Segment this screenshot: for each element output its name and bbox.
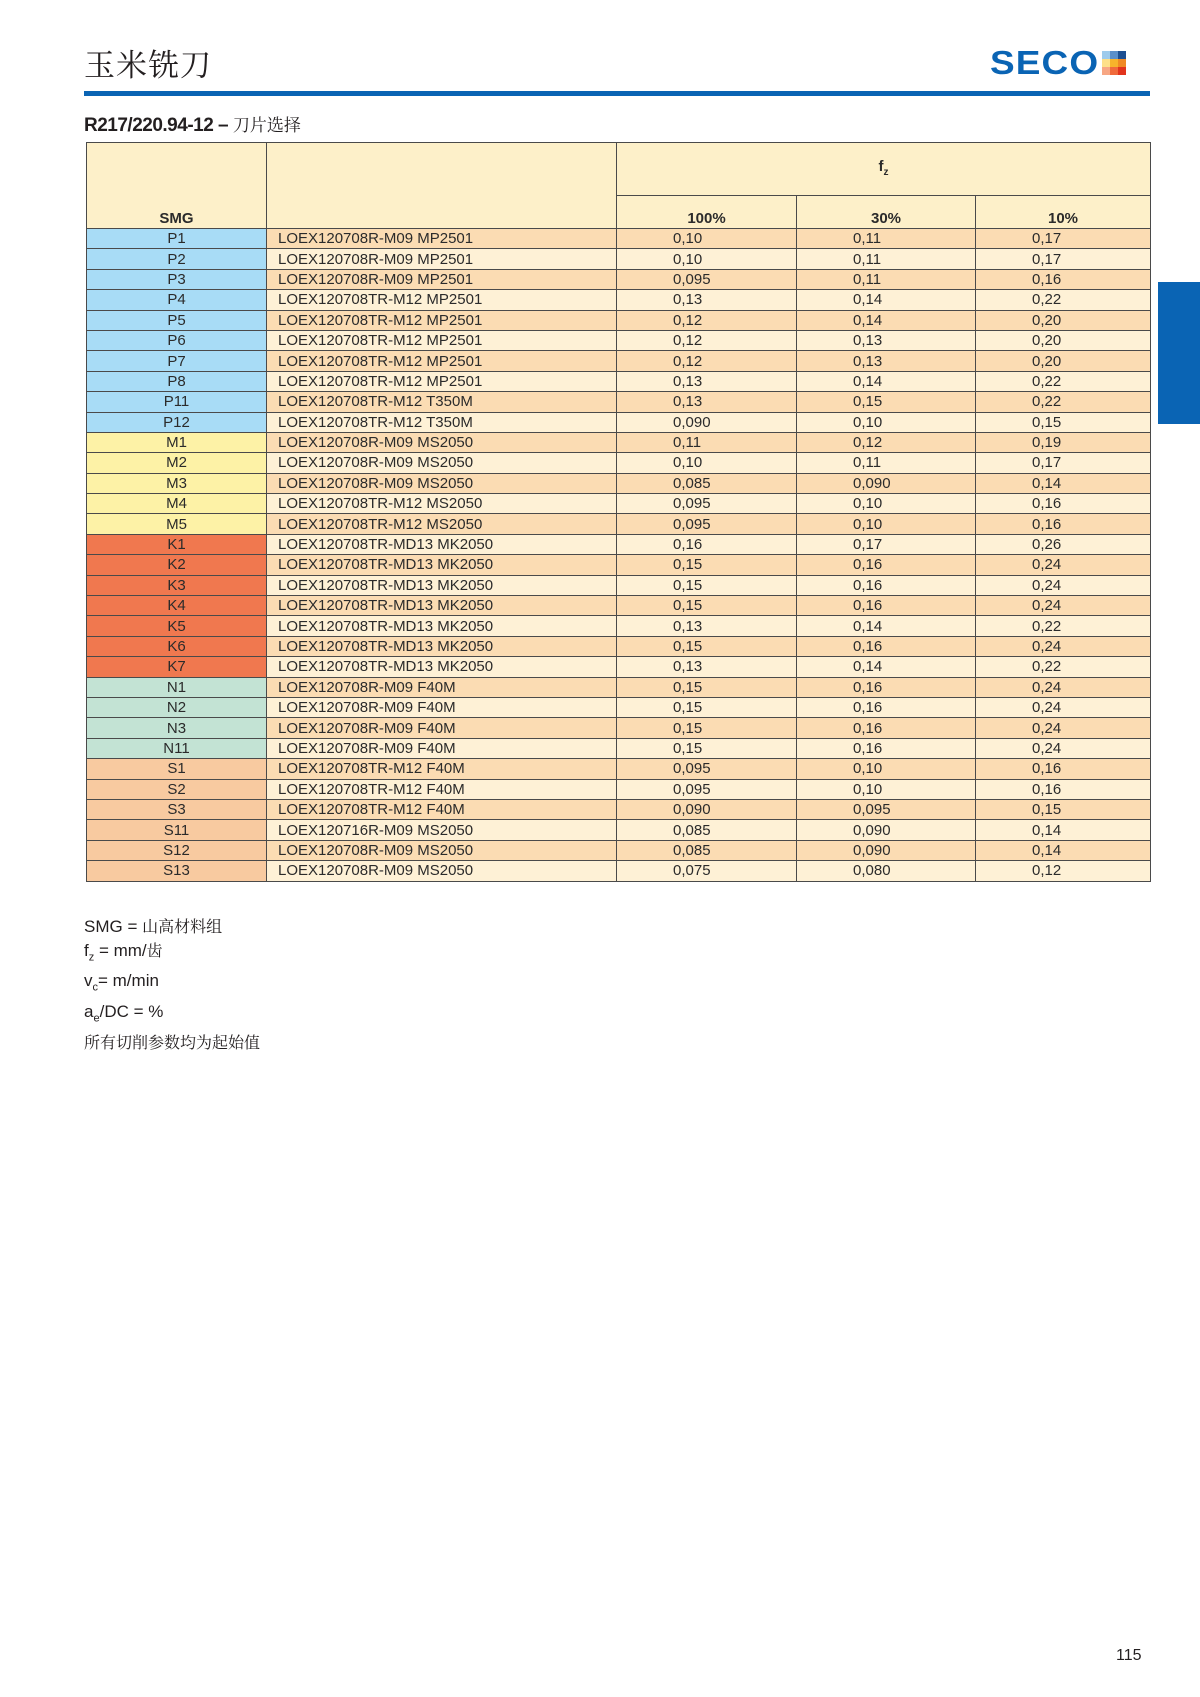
logo-block — [1110, 59, 1118, 67]
table-row — [87, 290, 1151, 310]
cell-fz-30: 0,10 — [797, 514, 976, 534]
cell-fz-100: 0,10 — [617, 229, 797, 249]
cell-fz-10: 0,26 — [976, 534, 1151, 554]
cell-smg: M3 — [87, 473, 267, 493]
table-row — [87, 249, 1151, 269]
cell-insert: LOEX120708TR-MD13 MK2050 — [267, 616, 617, 636]
cell-fz-10: 0,24 — [976, 677, 1151, 697]
cell-fz-10: 0,24 — [976, 718, 1151, 738]
cell-smg: P8 — [87, 371, 267, 391]
cell-insert: LOEX120708TR-M12 MP2501 — [267, 351, 617, 371]
legend-ae — [84, 1000, 260, 1031]
table-row — [87, 840, 1151, 860]
cell-fz-100: 0,11 — [617, 432, 797, 452]
cell-fz-100: 0,15 — [617, 677, 797, 697]
table-row — [87, 269, 1151, 289]
cell-insert: LOEX120708TR-MD13 MK2050 — [267, 636, 617, 656]
table-row — [87, 697, 1151, 717]
cell-smg: N3 — [87, 718, 267, 738]
cell-fz-10: 0,16 — [976, 514, 1151, 534]
cell-fz-30: 0,16 — [797, 677, 976, 697]
cell-fz-100: 0,095 — [617, 779, 797, 799]
cell-fz-30: 0,14 — [797, 290, 976, 310]
column-header-30pct: 30% — [797, 196, 976, 229]
cell-fz-30: 0,14 — [797, 616, 976, 636]
cell-fz-30: 0,11 — [797, 269, 976, 289]
cell-insert: LOEX120708R-M09 MP2501 — [267, 269, 617, 289]
legend-fz-unit: = mm/ — [94, 940, 147, 960]
cell-fz-100: 0,15 — [617, 596, 797, 616]
cell-fz-10: 0,24 — [976, 636, 1151, 656]
cell-fz-10: 0,24 — [976, 697, 1151, 717]
cell-insert: LOEX120708TR-MD13 MK2050 — [267, 575, 617, 595]
legend-smg-label: SMG = — [84, 917, 143, 936]
logo-block — [1102, 51, 1110, 59]
table-row — [87, 473, 1151, 493]
cell-smg: S2 — [87, 779, 267, 799]
cell-insert: LOEX120708TR-M12 F40M — [267, 799, 617, 819]
cell-fz-10: 0,14 — [976, 820, 1151, 840]
cell-fz-30: 0,15 — [797, 392, 976, 412]
cell-fz-100: 0,095 — [617, 759, 797, 779]
table-row — [87, 861, 1151, 881]
table-row — [87, 412, 1151, 432]
cell-smg: M1 — [87, 432, 267, 452]
cell-fz-10: 0,22 — [976, 616, 1151, 636]
table-row — [87, 371, 1151, 391]
table-row — [87, 229, 1151, 249]
cell-smg: K7 — [87, 657, 267, 677]
logo-block — [1110, 51, 1118, 59]
cell-fz-100: 0,13 — [617, 616, 797, 636]
cell-fz-10: 0,14 — [976, 473, 1151, 493]
cell-insert: LOEX120708TR-M12 MS2050 — [267, 514, 617, 534]
cell-fz-100: 0,15 — [617, 575, 797, 595]
page-title: 玉米铣刀 — [84, 48, 212, 84]
cell-fz-10: 0,20 — [976, 351, 1151, 371]
cell-fz-30: 0,16 — [797, 575, 976, 595]
table-row — [87, 351, 1151, 371]
table-row — [87, 596, 1151, 616]
logo-block — [1118, 51, 1126, 59]
cell-smg: P5 — [87, 310, 267, 330]
cell-fz-10: 0,22 — [976, 371, 1151, 391]
table-row — [87, 616, 1151, 636]
table-row — [87, 432, 1151, 452]
cell-fz-10: 0,22 — [976, 657, 1151, 677]
cell-fz-10: 0,24 — [976, 738, 1151, 758]
cell-insert: LOEX120708TR-MD13 MK2050 — [267, 657, 617, 677]
cell-smg: P12 — [87, 412, 267, 432]
cell-fz-10: 0,16 — [976, 779, 1151, 799]
legend-ae-unit: /DC = % — [99, 1002, 164, 1022]
legend-vc-unit: = m/min — [98, 971, 159, 991]
table-row — [87, 677, 1151, 697]
cell-insert: LOEX120708TR-M12 MS2050 — [267, 494, 617, 514]
column-header-100pct: 100% — [617, 196, 797, 229]
cell-fz-30: 0,16 — [797, 738, 976, 758]
cell-insert: LOEX120708R-M09 MS2050 — [267, 473, 617, 493]
table-row — [87, 330, 1151, 350]
column-header-fz — [617, 143, 1151, 196]
cell-smg: K6 — [87, 636, 267, 656]
cell-smg: P3 — [87, 269, 267, 289]
cell-fz-100: 0,16 — [617, 534, 797, 554]
cell-smg: N1 — [87, 677, 267, 697]
logo-block — [1118, 59, 1126, 67]
cell-fz-30: 0,16 — [797, 697, 976, 717]
cell-smg: K4 — [87, 596, 267, 616]
cell-fz-10: 0,15 — [976, 799, 1151, 819]
cell-insert: LOEX120708R-M09 F40M — [267, 718, 617, 738]
cell-smg: M5 — [87, 514, 267, 534]
cell-fz-30: 0,11 — [797, 453, 976, 473]
cell-fz-10: 0,14 — [976, 840, 1151, 860]
cell-fz-30: 0,090 — [797, 840, 976, 860]
cell-insert: LOEX120708TR-M12 MP2501 — [267, 330, 617, 350]
legend-ae-symbol: a — [84, 1002, 94, 1022]
cell-fz-100: 0,075 — [617, 861, 797, 881]
table-row — [87, 534, 1151, 554]
table-row — [87, 494, 1151, 514]
logo-block — [1102, 67, 1110, 75]
cell-fz-30: 0,14 — [797, 371, 976, 391]
cell-fz-100: 0,15 — [617, 738, 797, 758]
cell-insert: LOEX120708R-M09 F40M — [267, 677, 617, 697]
cell-fz-100: 0,12 — [617, 351, 797, 371]
table-row — [87, 514, 1151, 534]
cell-insert: LOEX120708TR-M12 T350M — [267, 412, 617, 432]
chapter-side-tab — [1158, 282, 1200, 424]
cell-fz-30: 0,10 — [797, 779, 976, 799]
cell-fz-10: 0,17 — [976, 453, 1151, 473]
cell-fz-10: 0,22 — [976, 392, 1151, 412]
cell-fz-30: 0,16 — [797, 636, 976, 656]
cell-fz-30: 0,090 — [797, 820, 976, 840]
legend-fz — [84, 939, 260, 970]
cell-fz-30: 0,090 — [797, 473, 976, 493]
cell-insert: LOEX120708TR-M12 MP2501 — [267, 310, 617, 330]
cell-fz-10: 0,15 — [976, 412, 1151, 432]
cell-fz-30: 0,16 — [797, 596, 976, 616]
cell-fz-10: 0,22 — [976, 290, 1151, 310]
cell-fz-30: 0,10 — [797, 412, 976, 432]
cell-fz-30: 0,16 — [797, 555, 976, 575]
cell-fz-30: 0,17 — [797, 534, 976, 554]
cell-fz-100: 0,085 — [617, 820, 797, 840]
legend-ae-sub: e — [93, 1012, 100, 1025]
insert-selection-table — [86, 142, 1151, 882]
cell-insert: LOEX120708R-M09 F40M — [267, 697, 617, 717]
table-row — [87, 759, 1151, 779]
cell-fz-100: 0,12 — [617, 330, 797, 350]
cell-fz-100: 0,15 — [617, 718, 797, 738]
cell-fz-10: 0,16 — [976, 494, 1151, 514]
fz-subscript: z — [883, 166, 889, 178]
table-row — [87, 310, 1151, 330]
cell-fz-30: 0,11 — [797, 249, 976, 269]
cell-fz-30: 0,14 — [797, 310, 976, 330]
cell-fz-100: 0,13 — [617, 371, 797, 391]
cell-insert: LOEX120708TR-M12 MP2501 — [267, 371, 617, 391]
cell-fz-100: 0,095 — [617, 494, 797, 514]
cell-insert: LOEX120708R-M09 MS2050 — [267, 453, 617, 473]
legend-fz-unit-cn: 齿 — [146, 940, 163, 960]
logo-block — [1118, 67, 1126, 75]
cell-smg: S11 — [87, 820, 267, 840]
cell-insert: LOEX120708TR-M12 T350M — [267, 392, 617, 412]
cell-fz-30: 0,095 — [797, 799, 976, 819]
cell-fz-100: 0,15 — [617, 697, 797, 717]
cell-fz-100: 0,095 — [617, 514, 797, 534]
table-row — [87, 392, 1151, 412]
legend-vc-symbol: v — [84, 971, 93, 991]
cell-smg: M4 — [87, 494, 267, 514]
cell-fz-30: 0,10 — [797, 759, 976, 779]
cell-smg: M2 — [87, 453, 267, 473]
cell-smg: N11 — [87, 738, 267, 758]
cell-insert: LOEX120708TR-M12 F40M — [267, 779, 617, 799]
cell-smg: S13 — [87, 861, 267, 881]
cell-insert: LOEX120708R-M09 F40M — [267, 738, 617, 758]
table-row — [87, 657, 1151, 677]
cell-fz-100: 0,10 — [617, 453, 797, 473]
cell-fz-100: 0,090 — [617, 799, 797, 819]
cell-fz-30: 0,16 — [797, 718, 976, 738]
cell-insert: LOEX120708R-M09 MP2501 — [267, 249, 617, 269]
subtitle-label: 刀片选择 — [232, 116, 301, 136]
table-row — [87, 820, 1151, 840]
legend-vc — [84, 969, 260, 1000]
table-row — [87, 555, 1151, 575]
logo-block — [1102, 59, 1110, 67]
cell-insert: LOEX120708TR-M12 MP2501 — [267, 290, 617, 310]
table-row — [87, 575, 1151, 595]
column-header-insert — [267, 143, 617, 229]
cell-smg: P2 — [87, 249, 267, 269]
cell-smg: P6 — [87, 330, 267, 350]
cell-insert: LOEX120716R-M09 MS2050 — [267, 820, 617, 840]
cell-fz-30: 0,14 — [797, 657, 976, 677]
cell-fz-10: 0,17 — [976, 249, 1151, 269]
cell-smg: S1 — [87, 759, 267, 779]
section-subtitle — [84, 111, 301, 137]
cell-fz-30: 0,080 — [797, 861, 976, 881]
cell-fz-30: 0,10 — [797, 494, 976, 514]
cell-fz-100: 0,085 — [617, 840, 797, 860]
cell-fz-30: 0,12 — [797, 432, 976, 452]
page-number: 115 — [1116, 1647, 1142, 1664]
cell-fz-10: 0,24 — [976, 596, 1151, 616]
cell-smg: P11 — [87, 392, 267, 412]
cell-smg: N2 — [87, 697, 267, 717]
logo-block — [1110, 67, 1118, 75]
cell-fz-100: 0,13 — [617, 657, 797, 677]
legend-vc-sub: c — [92, 981, 98, 994]
table-row — [87, 738, 1151, 758]
legend — [84, 915, 260, 1055]
cell-insert: LOEX120708TR-MD13 MK2050 — [267, 596, 617, 616]
cell-fz-10: 0,20 — [976, 310, 1151, 330]
cell-fz-30: 0,11 — [797, 229, 976, 249]
column-header-10pct: 10% — [976, 196, 1151, 229]
cell-insert: LOEX120708TR-MD13 MK2050 — [267, 534, 617, 554]
cell-smg: S12 — [87, 840, 267, 860]
cell-insert: LOEX120708R-M09 MP2501 — [267, 229, 617, 249]
header-rule — [84, 91, 1150, 96]
cell-smg: K1 — [87, 534, 267, 554]
cell-smg: K5 — [87, 616, 267, 636]
legend-fz-sub: z — [88, 950, 95, 963]
cell-fz-10: 0,12 — [976, 861, 1151, 881]
cell-fz-100: 0,095 — [617, 269, 797, 289]
table-row — [87, 779, 1151, 799]
cell-insert: LOEX120708R-M09 MS2050 — [267, 840, 617, 860]
cell-smg: P7 — [87, 351, 267, 371]
cell-fz-100: 0,15 — [617, 555, 797, 575]
cell-fz-10: 0,24 — [976, 555, 1151, 575]
cell-insert: LOEX120708R-M09 MS2050 — [267, 861, 617, 881]
logo-color-blocks-icon — [1102, 51, 1126, 75]
subtitle-code: R217/220.94-12 – — [84, 115, 233, 136]
cell-fz-30: 0,13 — [797, 351, 976, 371]
cell-fz-10: 0,16 — [976, 759, 1151, 779]
legend-smg-desc: 山高材料组 — [142, 917, 223, 936]
legend-note: 所有切削参数均为起始值 — [84, 1033, 261, 1053]
cell-fz-100: 0,13 — [617, 290, 797, 310]
cell-insert: LOEX120708R-M09 MS2050 — [267, 432, 617, 452]
cell-fz-100: 0,15 — [617, 636, 797, 656]
fz-symbol: f — [878, 157, 884, 175]
table-row — [87, 718, 1151, 738]
cell-fz-100: 0,12 — [617, 310, 797, 330]
cell-fz-100: 0,10 — [617, 249, 797, 269]
cell-smg: K3 — [87, 575, 267, 595]
cell-fz-10: 0,20 — [976, 330, 1151, 350]
legend-smg — [84, 915, 260, 939]
cell-fz-30: 0,13 — [797, 330, 976, 350]
column-header-smg: SMG — [87, 143, 267, 229]
cell-smg: K2 — [87, 555, 267, 575]
cell-insert: LOEX120708TR-M12 F40M — [267, 759, 617, 779]
cell-smg: P1 — [87, 229, 267, 249]
cell-fz-10: 0,17 — [976, 229, 1151, 249]
cell-fz-10: 0,16 — [976, 269, 1151, 289]
seco-logo — [990, 44, 1126, 82]
cell-smg: S3 — [87, 799, 267, 819]
cell-fz-10: 0,24 — [976, 575, 1151, 595]
cell-smg: P4 — [87, 290, 267, 310]
cell-fz-100: 0,085 — [617, 473, 797, 493]
cell-insert: LOEX120708TR-MD13 MK2050 — [267, 555, 617, 575]
table-row — [87, 453, 1151, 473]
table-row — [87, 799, 1151, 819]
table-row — [87, 636, 1151, 656]
logo-text: SECO — [990, 44, 1100, 81]
cell-fz-100: 0,13 — [617, 392, 797, 412]
cell-fz-100: 0,090 — [617, 412, 797, 432]
legend-fz-symbol: f — [84, 940, 89, 960]
cell-fz-10: 0,19 — [976, 432, 1151, 452]
